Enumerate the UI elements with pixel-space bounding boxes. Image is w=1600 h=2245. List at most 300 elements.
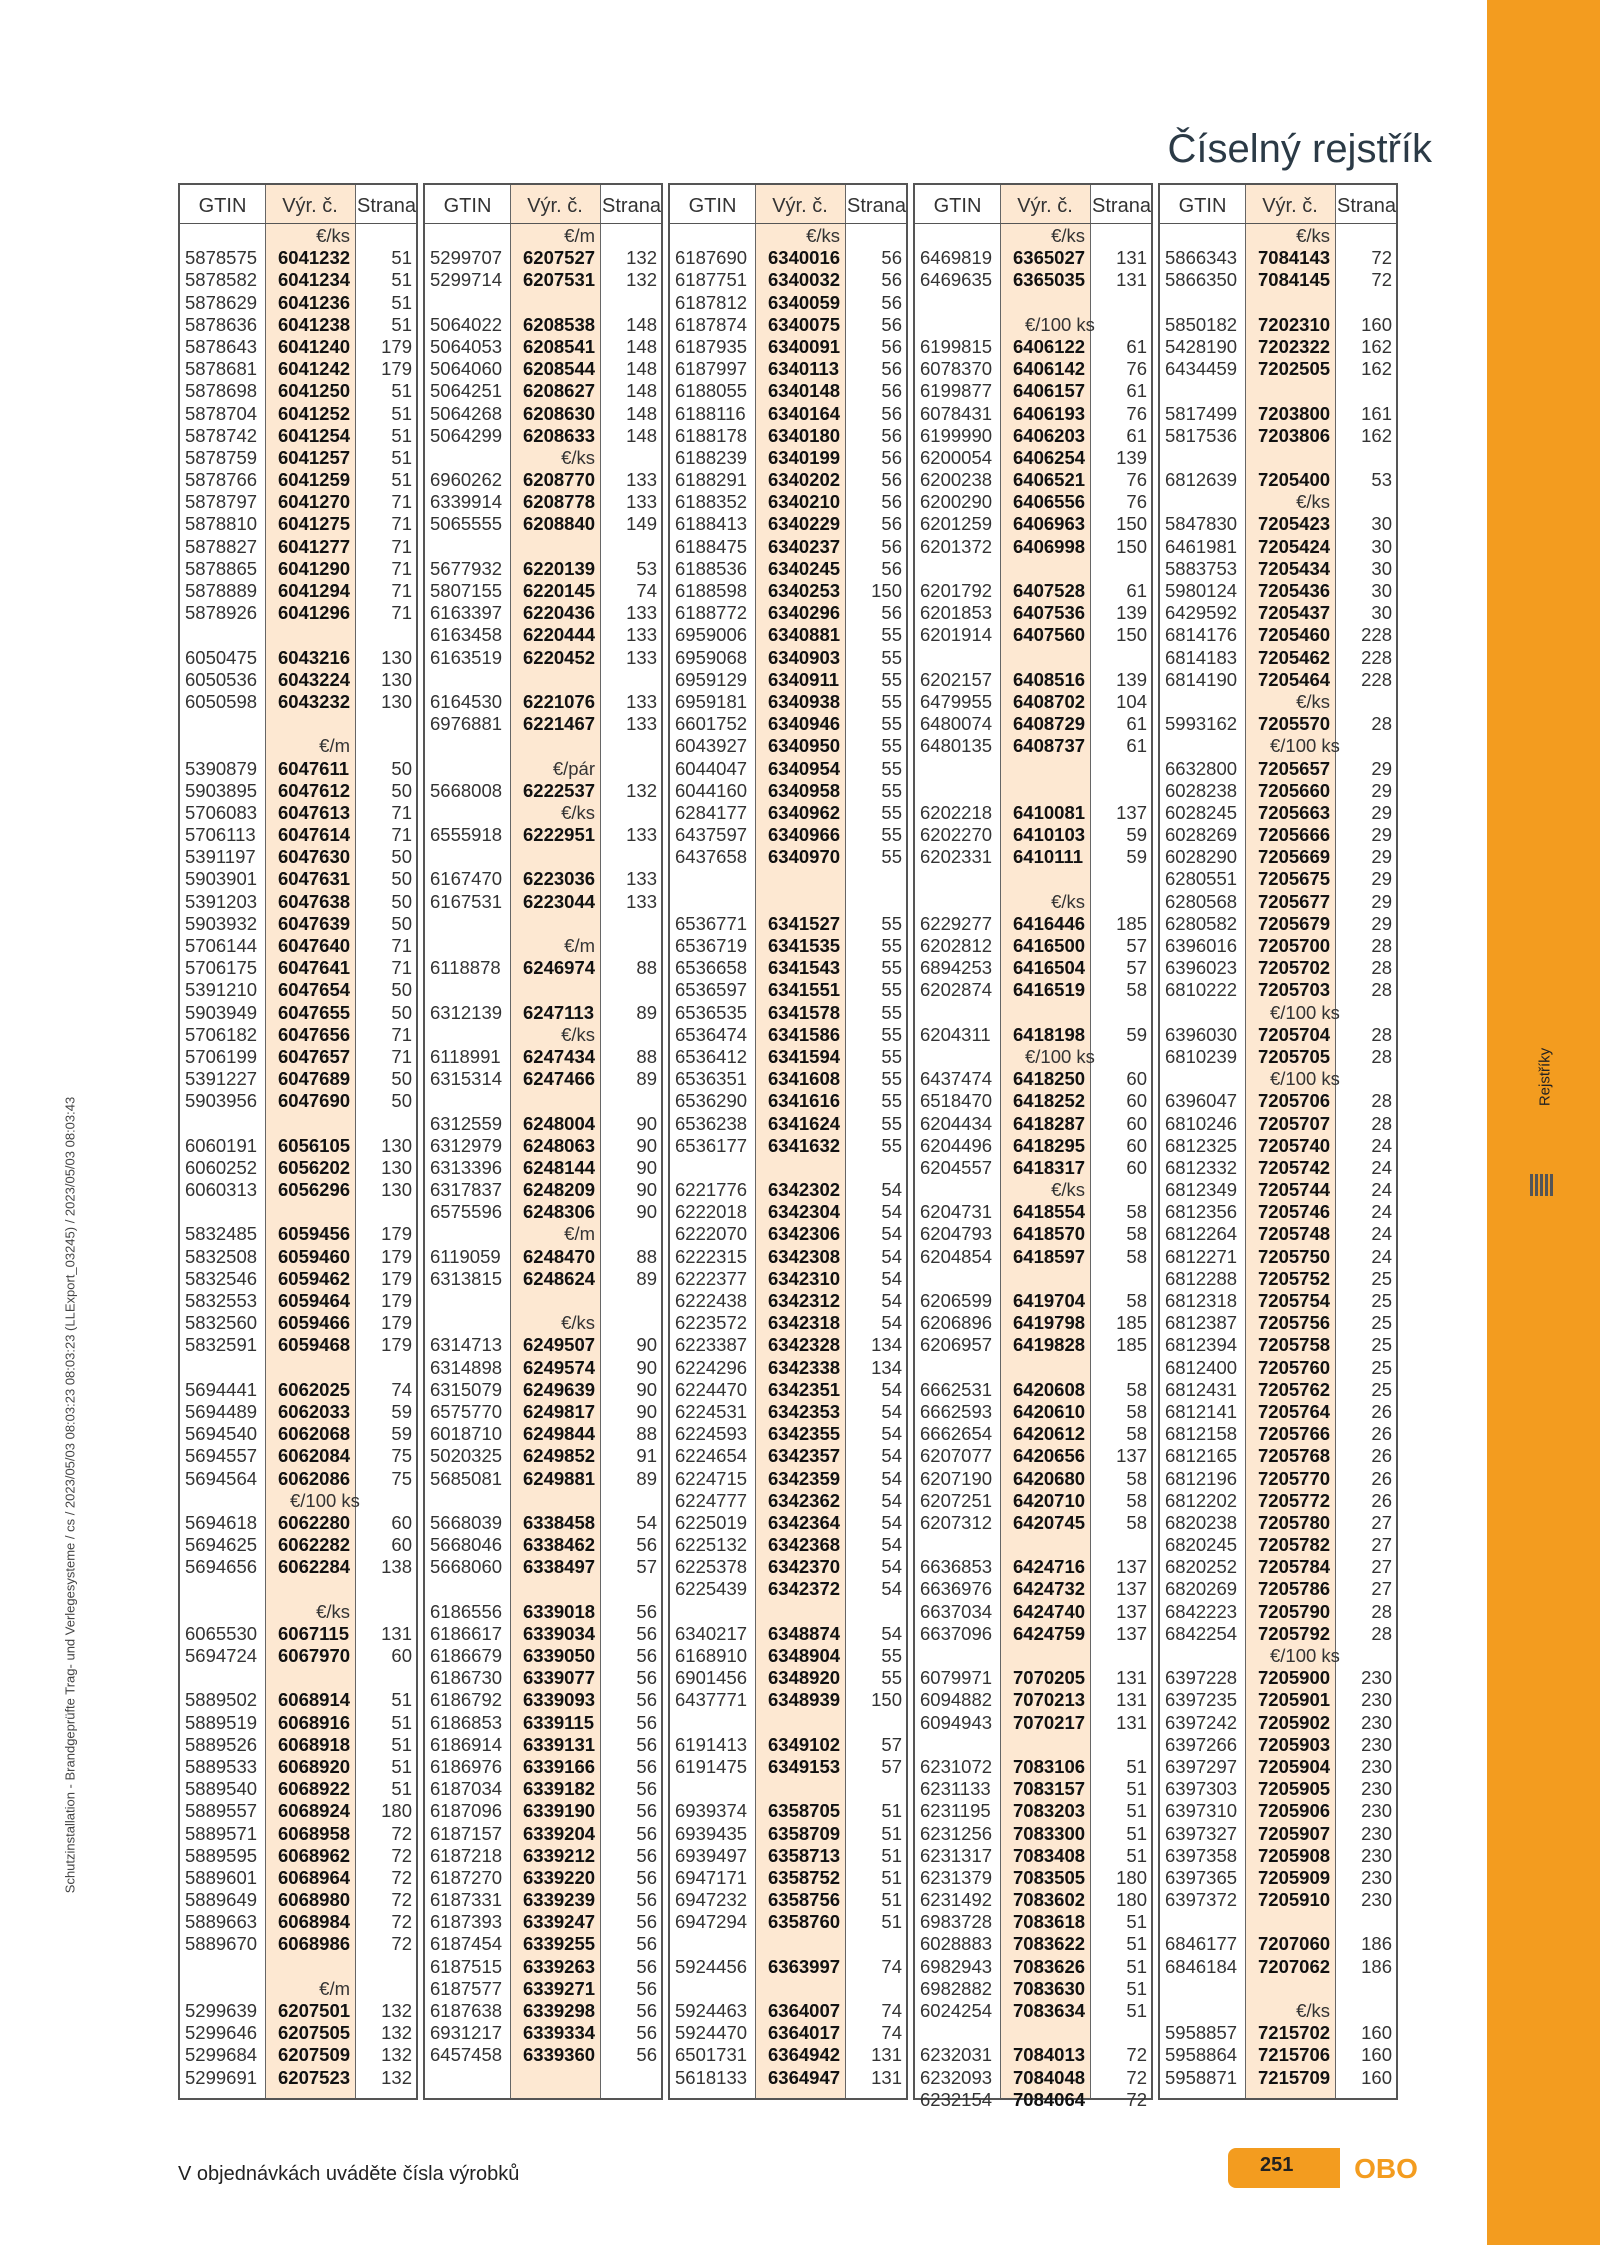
gtin-cell: 6204434 [920,1112,993,1134]
table-row [1160,1246,1396,1268]
article-number-cell: 6348920 [768,1667,841,1689]
gtin-cell: 6812196 [1165,1467,1238,1489]
article-number-cell: 6406142 [1013,358,1086,380]
table-row [180,1379,416,1401]
page-cell: 55 [881,690,902,712]
article-number-cell: 6208627 [523,380,596,402]
gtin-cell: 6044047 [675,757,748,779]
article-number-cell: 7203806 [1258,424,1331,446]
page-cell: 28 [1371,1622,1392,1644]
article-number-cell: 6358760 [768,1911,841,1933]
page-cell: 71 [391,824,412,846]
article-number-cell: 6062033 [278,1400,351,1422]
page-cell: 60 [1126,1090,1147,1112]
page-cell: 137 [1116,801,1147,823]
page-cell: 28 [1371,1090,1392,1112]
table-row [670,780,906,802]
page-cell: 56 [636,2022,657,2044]
article-number-cell: 6047641 [278,957,351,979]
gtin-cell: 5889540 [185,1778,258,1800]
table-row [425,1800,661,1822]
gtin-cell: 6119059 [430,1245,501,1267]
page-cell: 58 [1126,1245,1147,1267]
article-number-cell: 6342368 [768,1534,841,1556]
page-cell: 230 [1361,1667,1392,1689]
table-row [915,1778,1151,1800]
gtin-cell: 6959006 [675,624,748,646]
gtin-cell: 6207251 [920,1489,993,1511]
gtin-cell: 6931217 [430,2022,503,2044]
gtin-cell: 6518470 [920,1090,993,1112]
page-cell: 74 [881,1955,902,1977]
unit-label: €/ks [561,801,595,823]
page-cell: 71 [391,935,412,956]
article-number-cell: 6249574 [523,1356,596,1378]
table-row [180,669,416,691]
article-number-cell: 6041290 [278,557,351,579]
page-cell: 74 [391,1378,412,1400]
page-cell: 26 [1371,1445,1392,1467]
table-row [670,1534,906,1556]
header-strana: Strana [1337,195,1396,217]
gtin-cell: 6164530 [430,690,503,712]
article-number-cell: 6041296 [278,602,351,624]
page-cell: 29 [1371,757,1392,779]
gtin-cell: 6314713 [430,1334,503,1356]
table-row [180,1401,416,1423]
page-cell: 133 [626,868,657,890]
table-row [1160,1268,1396,1290]
table-row [425,469,661,491]
spacer-row [180,1357,416,1379]
table-row [915,1068,1151,1090]
table-row [425,758,661,780]
article-number-cell: 6041238 [278,313,351,335]
table-row [425,624,661,646]
page-cell: 130 [381,1156,412,1178]
article-number-cell: 7205744 [1258,1179,1331,1201]
article-number-cell: 7205434 [1258,557,1331,579]
table-row [180,1468,416,1490]
article-number-cell: 7205666 [1258,824,1331,846]
page-cell: 56 [881,358,902,380]
article-number-cell: 6068986 [278,1933,351,1955]
table-row [670,1312,906,1334]
table-row [180,447,416,469]
table-row [670,1090,906,1112]
table-header [180,185,416,224]
page-cell: 54 [881,1622,902,1644]
table-row [425,1246,661,1268]
article-number-cell: 6056202 [278,1156,351,1178]
gtin-cell: 6820245 [1165,1534,1238,1556]
page-cell: 56 [636,1822,657,1844]
gtin-cell: 5878759 [185,446,258,468]
page-cell: 50 [391,912,412,934]
page-cell: 55 [881,1112,902,1134]
table-row [670,1401,906,1423]
table-row [1160,1135,1396,1157]
table-row [915,2067,1151,2089]
table-row [180,1867,416,1889]
article-number-cell: 6342355 [768,1423,841,1445]
table-row [425,1667,661,1689]
gtin-cell: 6315079 [430,1378,503,1400]
page-cell: 133 [626,491,657,513]
table-row [425,602,661,624]
gtin-cell: 6186679 [430,1645,503,1666]
table-row [670,1357,906,1379]
header-vyr: Výr. č. [1017,195,1073,217]
gtin-cell: 6225378 [675,1556,748,1578]
page-number: 251 [1260,2154,1294,2176]
spacer-row [425,979,661,1001]
page-cell: 61 [1126,380,1147,402]
article-number-cell: 6358709 [768,1822,841,1844]
article-number-cell: 6248144 [523,1156,596,1178]
gtin-cell: 6555918 [430,824,503,846]
gtin-cell: 6202218 [920,801,993,823]
page-cell: 88 [636,1245,657,1267]
page-cell: 51 [881,1911,902,1933]
table-row [1160,536,1396,558]
article-number-cell: 6341527 [768,912,841,934]
table-row [670,425,906,447]
spacer-row [1160,1911,1396,1933]
gtin-cell: 6810239 [1165,1045,1238,1067]
table-row [670,1201,906,1223]
page-cell: 51 [391,424,412,446]
table-row [670,314,906,336]
article-number-cell: 6047640 [278,935,351,956]
page-cell: 51 [391,291,412,313]
gtin-cell: 6188055 [675,380,748,402]
article-number-cell: 6340962 [768,801,841,823]
gtin-cell: 6231072 [920,1755,993,1777]
article-number-cell: 6363997 [768,1955,841,1977]
gtin-cell: 6536771 [675,912,748,934]
article-number-cell: 6062282 [278,1534,351,1556]
article-number-cell: 6043224 [278,668,351,690]
page-cell: 50 [391,779,412,801]
gtin-cell: 5064060 [430,358,503,380]
gtin-cell: 5299707 [430,247,503,269]
article-number-cell: 7205750 [1258,1245,1331,1267]
article-number-cell: 6062068 [278,1423,351,1445]
gtin-cell: 5832485 [185,1223,258,1245]
table-row [915,403,1151,425]
table-row [1160,580,1396,602]
header-gtin: GTIN [933,195,982,217]
table-row [670,1911,906,1933]
table-row [670,647,906,669]
page-cell: 59 [1126,824,1147,846]
gtin-cell: 6397297 [1165,1755,1238,1777]
page-cell: 74 [881,2022,902,2044]
gtin-cell: 5878629 [185,291,258,313]
article-number-cell: 6340075 [768,313,841,335]
table-row [425,1867,661,1889]
index-table [913,183,1153,2110]
table-row [670,713,906,735]
article-number-cell: 6339360 [523,2044,596,2066]
page-cell: 131 [381,1622,412,1644]
table-row [180,1778,416,1800]
gtin-cell: 6187997 [675,358,748,380]
page-cell: 28 [1371,935,1392,956]
article-number-cell: 7205464 [1258,668,1331,690]
table-row [670,1889,906,1911]
table-row [425,580,661,602]
table-row [670,1823,906,1845]
gtin-cell: 5391227 [185,1068,258,1090]
page-cell: 56 [636,1778,657,1800]
gtin-cell: 6028238 [1165,779,1238,801]
table-row [915,735,1151,757]
page-cell: 51 [391,247,412,269]
gtin-cell: 5832560 [185,1312,258,1334]
gtin-cell: 6200054 [920,446,993,468]
gtin-cell: 5878582 [185,269,258,291]
page-cell: 133 [626,713,657,735]
table-row [1160,1867,1396,1889]
gtin-cell: 5878575 [185,247,258,269]
table-row [1160,1445,1396,1467]
gtin-cell: 6842223 [1165,1600,1238,1622]
article-number-cell: 6340296 [768,602,841,624]
table-row [915,669,1151,691]
table-row [425,225,661,247]
table-row [180,1645,416,1667]
table-row [1160,824,1396,846]
article-number-cell: 6406556 [1013,491,1086,513]
article-number-cell: 6341543 [768,957,841,979]
gtin-cell: 6231492 [920,1889,993,1911]
page-cell: 162 [1361,335,1392,357]
page-cell: 230 [1361,1755,1392,1777]
page-cell: 228 [1361,646,1392,668]
table-row [1160,1090,1396,1112]
page-cell: 60 [1126,1156,1147,1178]
page-cell: 130 [381,646,412,668]
page-cell: 133 [626,624,657,646]
page-cell: 76 [1126,402,1147,424]
table-row [180,269,416,291]
page-cell: 55 [881,668,902,690]
gtin-cell: 5889601 [185,1866,258,1888]
unit-label: €/ks [1296,2000,1330,2021]
article-number-cell: 6418198 [1013,1023,1086,1045]
gtin-cell: 6118991 [430,1045,501,1067]
gtin-cell: 5878865 [185,557,258,579]
page-cell: 160 [1361,313,1392,335]
gtin-cell: 5889557 [185,1800,258,1822]
table-row [670,513,906,535]
gtin-cell: 5878742 [185,424,258,446]
article-number-cell: 6420608 [1013,1378,1086,1400]
gtin-cell: 5299639 [185,2000,258,2021]
table-row [1160,247,1396,269]
spacer-row [425,846,661,868]
page-cell: 134 [871,1356,902,1378]
article-number-cell: 7205756 [1258,1312,1331,1334]
table-row [1160,1645,1396,1667]
page-cell: 58 [1126,1489,1147,1511]
gtin-cell: 6637034 [920,1600,993,1622]
table-row [180,1800,416,1822]
page-cell: 58 [1126,1223,1147,1245]
article-number-cell: 7205907 [1258,1822,1331,1844]
page-cell: 134 [871,1334,902,1356]
gtin-cell: 5832591 [185,1334,258,1356]
table-row [670,979,906,1001]
article-number-cell: 6041240 [278,335,351,357]
article-number-cell: 6047630 [278,846,351,868]
page-cell: 28 [1371,1023,1392,1045]
gtin-cell: 6222070 [675,1223,748,1245]
article-number-cell: 7205904 [1258,1755,1331,1777]
article-number-cell: 7083106 [1013,1755,1086,1777]
spacer-row [915,1734,1151,1756]
page-cell: 150 [1116,535,1147,557]
spacer-row [425,1578,661,1600]
gtin-cell: 6231256 [920,1822,993,1844]
gtin-cell: 6479955 [920,690,993,712]
article-number-cell: 6047689 [278,1068,351,1090]
table-row [915,1845,1151,1867]
unit-label: €/pár [552,757,595,779]
page-cell: 74 [636,580,657,601]
article-number-cell: 6339247 [523,1911,596,1933]
article-number-cell: 6358713 [768,1844,841,1866]
gtin-cell: 5903949 [185,1001,258,1023]
page-cell: 54 [881,1179,902,1201]
table-row [425,1933,661,1955]
article-number-cell: 6339077 [523,1667,596,1689]
page-cell: 179 [381,335,412,357]
page-cell: 72 [1371,247,1392,269]
table-row [425,403,661,425]
article-number-cell: 6068920 [278,1755,351,1777]
table-row [670,758,906,780]
page-cell: 56 [636,1534,657,1556]
table-row [915,1246,1151,1268]
article-number-cell: 6340958 [768,779,841,801]
page-cell: 230 [1361,1866,1392,1888]
spacer-row [425,1290,661,1312]
gtin-cell: 6313396 [430,1156,503,1178]
table-row [1160,713,1396,735]
article-number-cell: 6339034 [523,1622,596,1644]
unit-label: €/100 ks [1270,1645,1340,1666]
spacer-row [915,1534,1151,1556]
page-cell: 60 [391,1534,412,1556]
article-number-cell: 7205669 [1258,846,1331,868]
table-row [915,713,1151,735]
table-row [1160,1046,1396,1068]
article-number-cell: 6041234 [278,269,351,291]
page-cell: 53 [1371,469,1392,491]
article-number-cell: 7205436 [1258,580,1331,601]
table-row [1160,669,1396,691]
page-cell: 25 [1371,1356,1392,1378]
table-row [915,1667,1151,1689]
page-cell: 131 [1116,247,1147,269]
article-number-cell: 7083203 [1013,1800,1086,1822]
page-cell: 30 [1371,535,1392,557]
table-row [180,1246,416,1268]
article-number-cell: 7083630 [1013,1977,1086,1999]
table-row [915,1933,1151,1955]
article-number-cell: 7205703 [1258,979,1331,1001]
table-row [670,1046,906,1068]
article-number-cell: 7205908 [1258,1844,1331,1866]
gtin-cell: 5694441 [185,1378,258,1400]
article-number-cell: 6364942 [768,2044,841,2066]
gtin-cell: 5706144 [185,935,258,956]
gtin-cell: 6207077 [920,1445,993,1467]
page-cell: 55 [881,957,902,979]
gtin-cell: 6224777 [675,1489,748,1511]
gtin-cell: 6204496 [920,1134,993,1156]
gtin-cell: 5391210 [185,979,258,1001]
page-cell: 29 [1371,890,1392,912]
article-number-cell: 7205902 [1258,1711,1331,1733]
article-number-cell: 6249817 [523,1400,596,1422]
page-cell: 90 [636,1378,657,1400]
article-number-cell: 6407528 [1013,580,1086,601]
article-number-cell: 6208633 [523,424,596,446]
table-row [1160,1556,1396,1578]
table-row [670,1290,906,1312]
gtin-cell: 5832553 [185,1290,258,1311]
table-row [180,536,416,558]
article-number-cell: 6220145 [523,580,596,601]
table-row [915,1157,1151,1179]
index-table [668,183,908,2100]
table-row [180,1490,416,1512]
table-row [915,580,1151,602]
article-number-cell: 6418250 [1013,1068,1086,1090]
table-row [1160,802,1396,824]
gtin-cell: 6812639 [1165,469,1238,491]
gtin-cell: 5694540 [185,1423,258,1445]
page-cell: 71 [391,957,412,979]
page-cell: 56 [881,446,902,468]
page-cell: 56 [881,535,902,557]
table-row [425,1689,661,1711]
gtin-cell: 5878681 [185,358,258,380]
table-row [1160,2022,1396,2044]
article-number-cell: 6340911 [768,668,840,690]
gtin-cell: 6812264 [1165,1223,1238,1245]
page-cell: 150 [871,580,902,601]
article-number-cell: 7205677 [1258,890,1331,912]
gtin-cell: 6224531 [675,1400,748,1422]
gtin-cell: 6982882 [920,1977,993,1999]
page-cell: 130 [381,690,412,712]
page-cell: 54 [881,1312,902,1334]
unit-label: €/100 ks [1270,1001,1340,1023]
page-cell: 71 [391,513,412,535]
table-row [180,868,416,890]
table-row [180,1223,416,1245]
article-number-cell: 6340881 [768,624,841,646]
gtin-cell: 6812271 [1165,1245,1238,1267]
gtin-cell: 5694618 [185,1511,258,1533]
page-cell: 56 [636,1800,657,1822]
table-row [1160,558,1396,580]
